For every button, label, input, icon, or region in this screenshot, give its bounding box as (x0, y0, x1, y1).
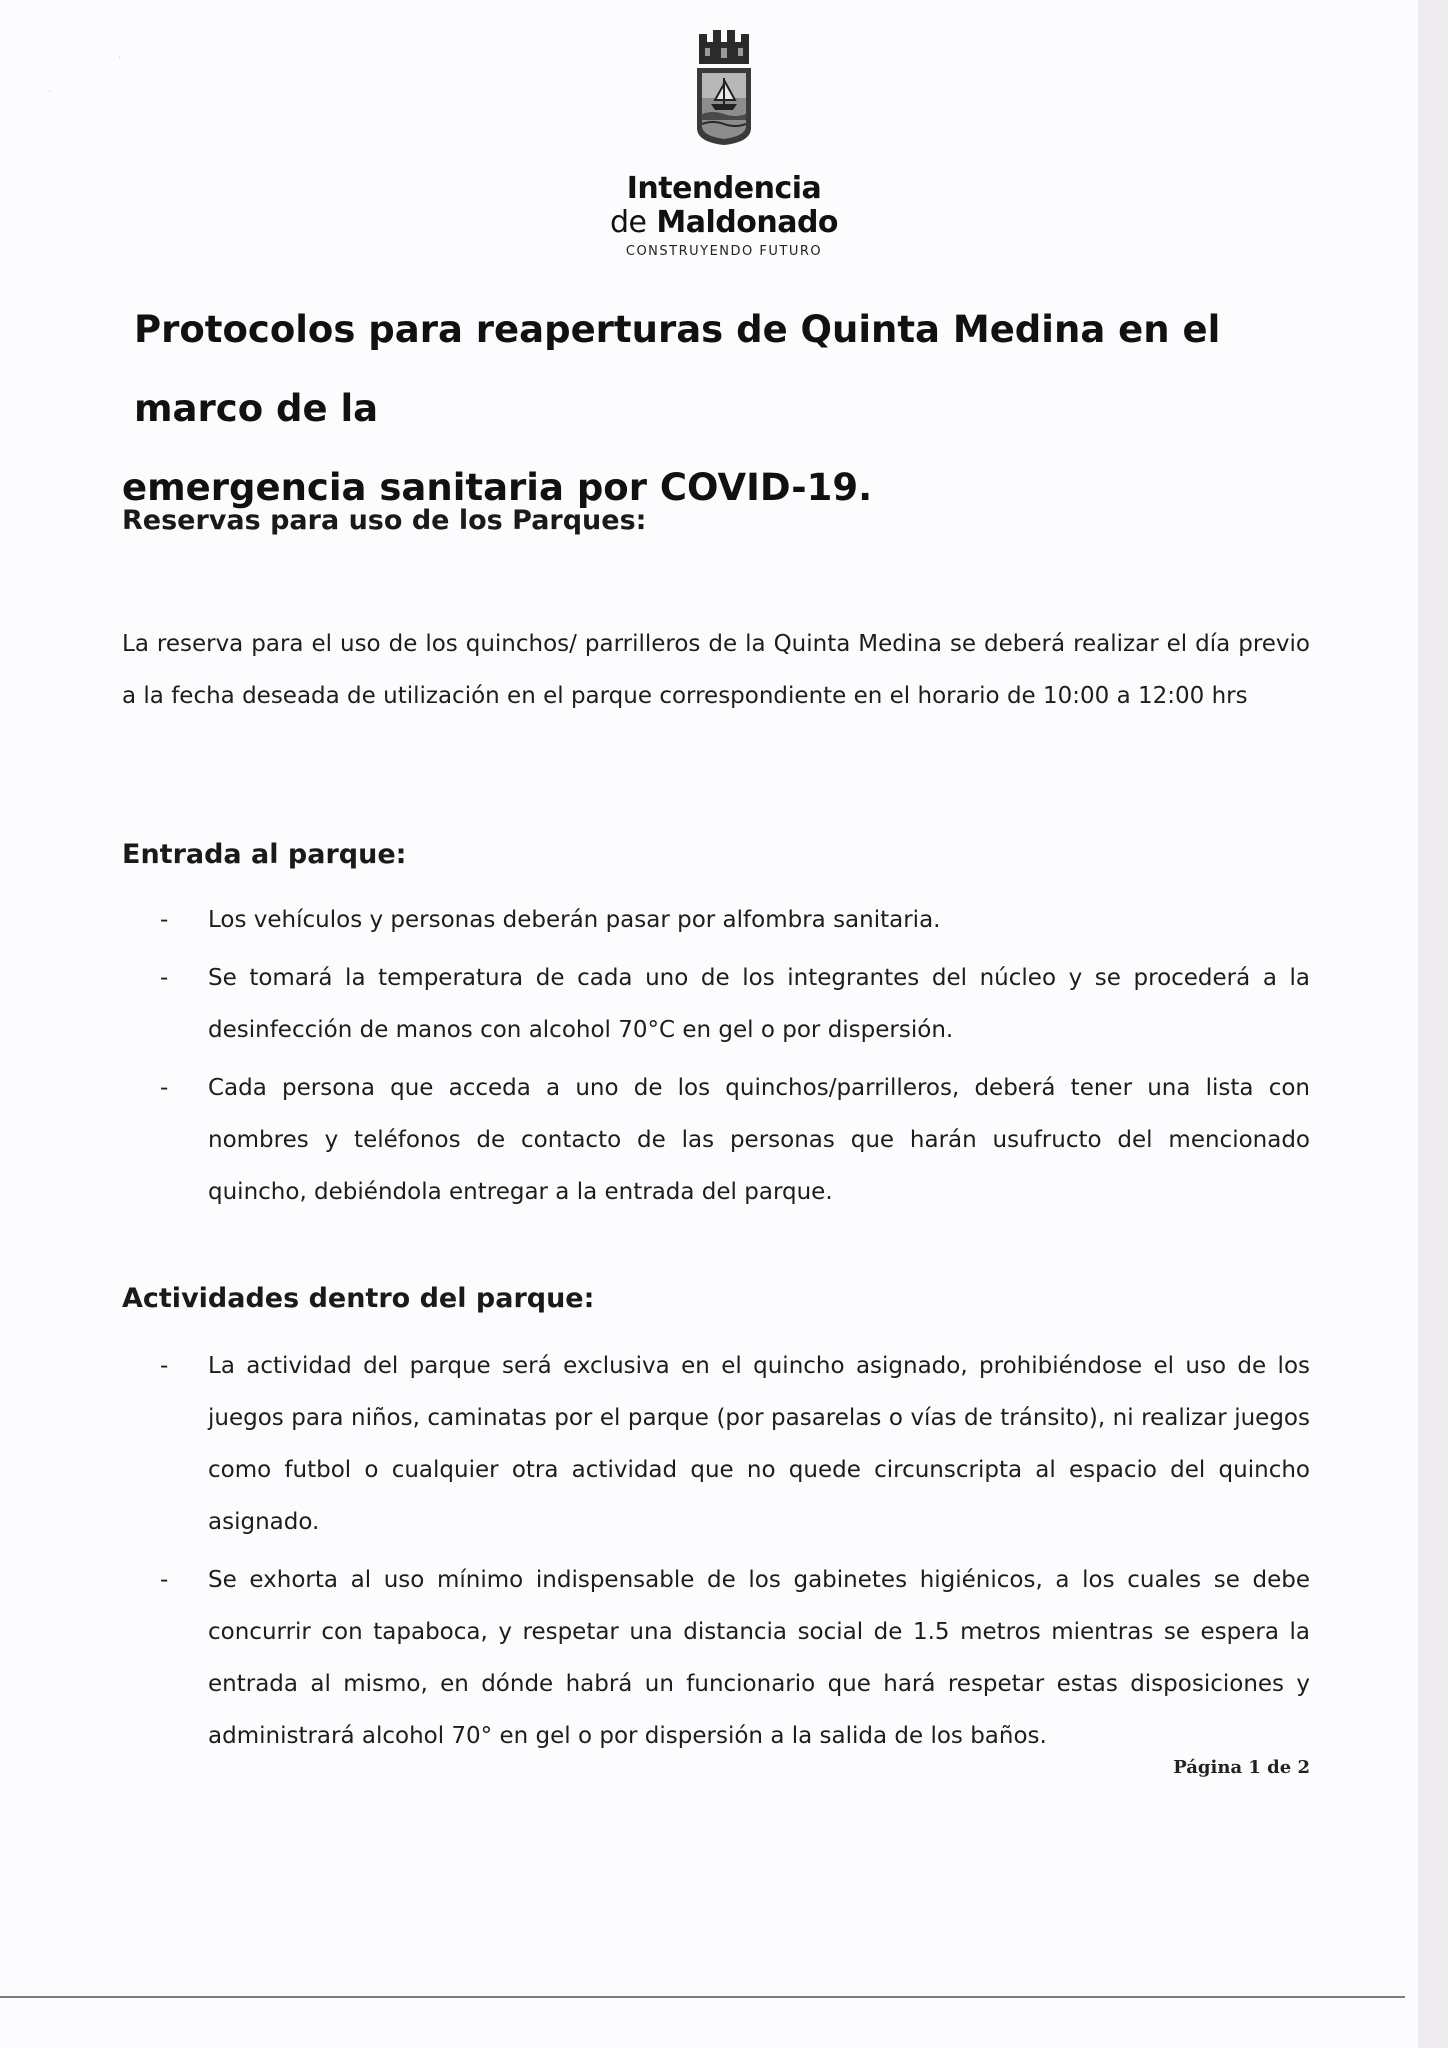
bullet-dash: - (160, 1567, 169, 1593)
page-number: Página 1 de 2 (1173, 1757, 1310, 1778)
heading-reservas: Reservas para uso de los Parques: (122, 505, 647, 536)
title-line-2: emergencia sanitaria por COVID-19. (122, 466, 873, 509)
scan-edge-strip (1418, 0, 1448, 2048)
org-name-line1: Intendencia (626, 171, 822, 206)
org-name-line2 (610, 206, 838, 240)
paragraph-reservas: La reserva para el uso de los quinchos/ parrilleros de la Quinta Medina se deberá realizar el día previo a la fecha deseada de utilización en el parque correspondiente en el horario de 10:00 a 12:00 hrs (122, 631, 1310, 709)
scan-speck: · (118, 52, 122, 63)
org-tagline: CONSTRUYENDO FUTURO (625, 244, 823, 259)
letterhead (0, 28, 1448, 259)
org-name-main: Maldonado (656, 205, 839, 240)
scan-speck: · (48, 86, 52, 97)
bullet-dash: - (160, 965, 169, 991)
org-name-prefix: de (609, 205, 647, 240)
coat-of-arms-icon (691, 28, 757, 146)
list-item-text: La actividad del parque será exclusiva en el quincho asignado, prohibiéndose el uso de los juegos para niños, caminatas por el parque (por pasarelas o vías de tránsito), ni realizar juegos como futbol o cualquier otra actividad que no quede circunscripta al espacio del quincho asignado. (208, 1353, 1310, 1535)
heading-entrada: Entrada al parque: (122, 839, 407, 870)
title-line-1: Protocolos para reaperturas de Quinta Medina en el marco de la (134, 308, 1221, 430)
bullet-dash: - (160, 907, 169, 933)
list-item-text: Los vehículos y personas deberán pasar por alfombra sanitaria. (208, 907, 941, 933)
list-item (160, 1340, 1310, 1548)
bullet-dash: - (160, 1353, 169, 1379)
list-item (160, 1062, 1310, 1218)
list-item (160, 1554, 1310, 1762)
bottom-divider (0, 1996, 1405, 1998)
list-item (160, 952, 1310, 1056)
document-title (122, 290, 1322, 527)
heading-actividades: Actividades dentro del parque: (122, 1283, 595, 1314)
list-item-text: Cada persona que acceda a uno de los quinchos/parrilleros, deberá tener una lista con nombres y teléfonos de contacto de las personas que harán usufructo del mencionado quincho, debiéndola entregar a la entrada del parque. (208, 1075, 1310, 1205)
list-actividades (160, 1340, 1310, 1768)
bullet-dash: - (160, 1075, 169, 1101)
list-item-text: Se exhorta al uso mínimo indispensable de los gabinetes higiénicos, a los cuales se debe concurrir con tapaboca, y respetar una distancia social de 1.5 metros mientras se espera la entrada al mismo, en dónde habrá un funcionario que hará respetar estas disposiciones y administrará alcohol 70° en gel o por dispersión a la salida de los baños. (208, 1567, 1310, 1749)
list-entrada (160, 894, 1310, 1224)
list-item-text: Se tomará la temperatura de cada uno de los integrantes del núcleo y se procederá a la desinfección de manos con alcohol 70°C en gel o por dispersión. (208, 965, 1310, 1043)
list-item (160, 894, 1310, 946)
